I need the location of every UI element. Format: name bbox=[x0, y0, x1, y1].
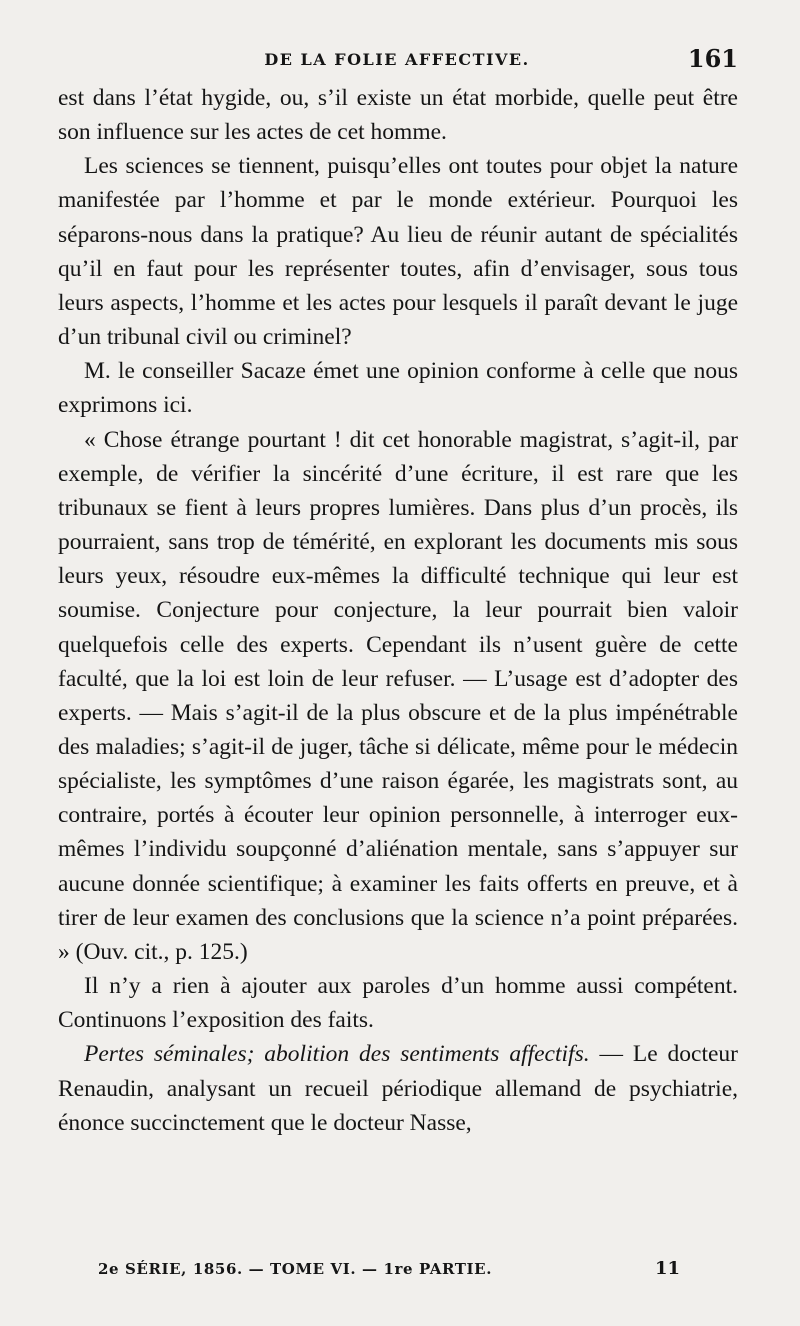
body-text bbox=[58, 81, 738, 1140]
page-header bbox=[56, 42, 738, 78]
paragraph-6-text: — Le docteur Renaudin, analysant un recueil périodique allemand de psychiatrie, énonce succinctement que le docteur Nasse, bbox=[58, 1041, 738, 1136]
section-italic-heading: Pertes séminales; abolition des sentiments affectifs. bbox=[84, 1041, 590, 1068]
paragraph-5: Il n’y a rien à ajouter aux paroles d’un homme aussi compétent. Continuons l’exposition des faits. bbox=[58, 973, 738, 1034]
paragraph-6 bbox=[58, 1037, 738, 1139]
page-number: 161 bbox=[687, 44, 738, 73]
paragraph-1: est dans l’état hygide, ou, s’il existe un état morbide, quelle peut être son influence sur les actes de cet homme. bbox=[58, 85, 738, 146]
paragraph-4-quotation: « Chose étrange pourtant ! dit cet honorable magistrat, s’agit-il, par exemple, de vérifier la sincérité d’une écriture, il est rare que les tribunaux se fient à leurs propres lumières. Dans plus d’un procès, ils pourraient, sans trop de témérité, en explorant les documents mis sous leurs yeux, résoudre eux-mêmes la difficulté technique qui leur est soumise. Conjecture pour conjecture, la leur pourrait bien valoir quelquefois celle des experts. Cependant ils n’usent guère de cette faculté, que la loi est loin de leur refuser. — L’usage est d’adopter des experts. — Mais s’agit-il de la plus obscure et de la plus impénétrable des maladies; s’agit-il de juger, tâche si délicate, même pour le médecin spécialiste, les symptômes d’une raison égarée, les magistrats sont, au contraire, portés à écouter leur opinion personnelle, à interroger eux-mêmes l’individu soupçonné d’aliénation mentale, sans s’appuyer sur aucune donnée scientifique; à examiner les faits offerts en preuve, et à tirer de leur examen des conclusions que la science n’a point préparées. » (Ouv. cit., p. 125.) bbox=[58, 426, 738, 965]
page-footer bbox=[98, 1258, 718, 1288]
footer-imprint: 2e SÉRIE, 1856. — TOME VI. — 1re PARTIE. bbox=[98, 1260, 493, 1278]
signature-mark: 11 bbox=[654, 1258, 680, 1279]
paragraph-3: M. le conseiller Sacaze émet une opinion conforme à celle que nous exprimons ici. bbox=[58, 358, 738, 419]
running-title: DE LA FOLIE AFFECTIVE. bbox=[264, 50, 530, 69]
paragraph-2: Les sciences se tiennent, puisqu’elles ont toutes pour objet la nature manifestée par l’homme et par le monde extérieur. Pourquoi les séparons-nous dans la pratique? Au lieu de réunir autant de spécialités qu’il en faut pour les représenter toutes, afin d’envisager, sous tous leurs aspects, l’homme et les actes pour lesquels il paraît devant le juge d’un tribunal civil ou criminel? bbox=[58, 153, 738, 351]
